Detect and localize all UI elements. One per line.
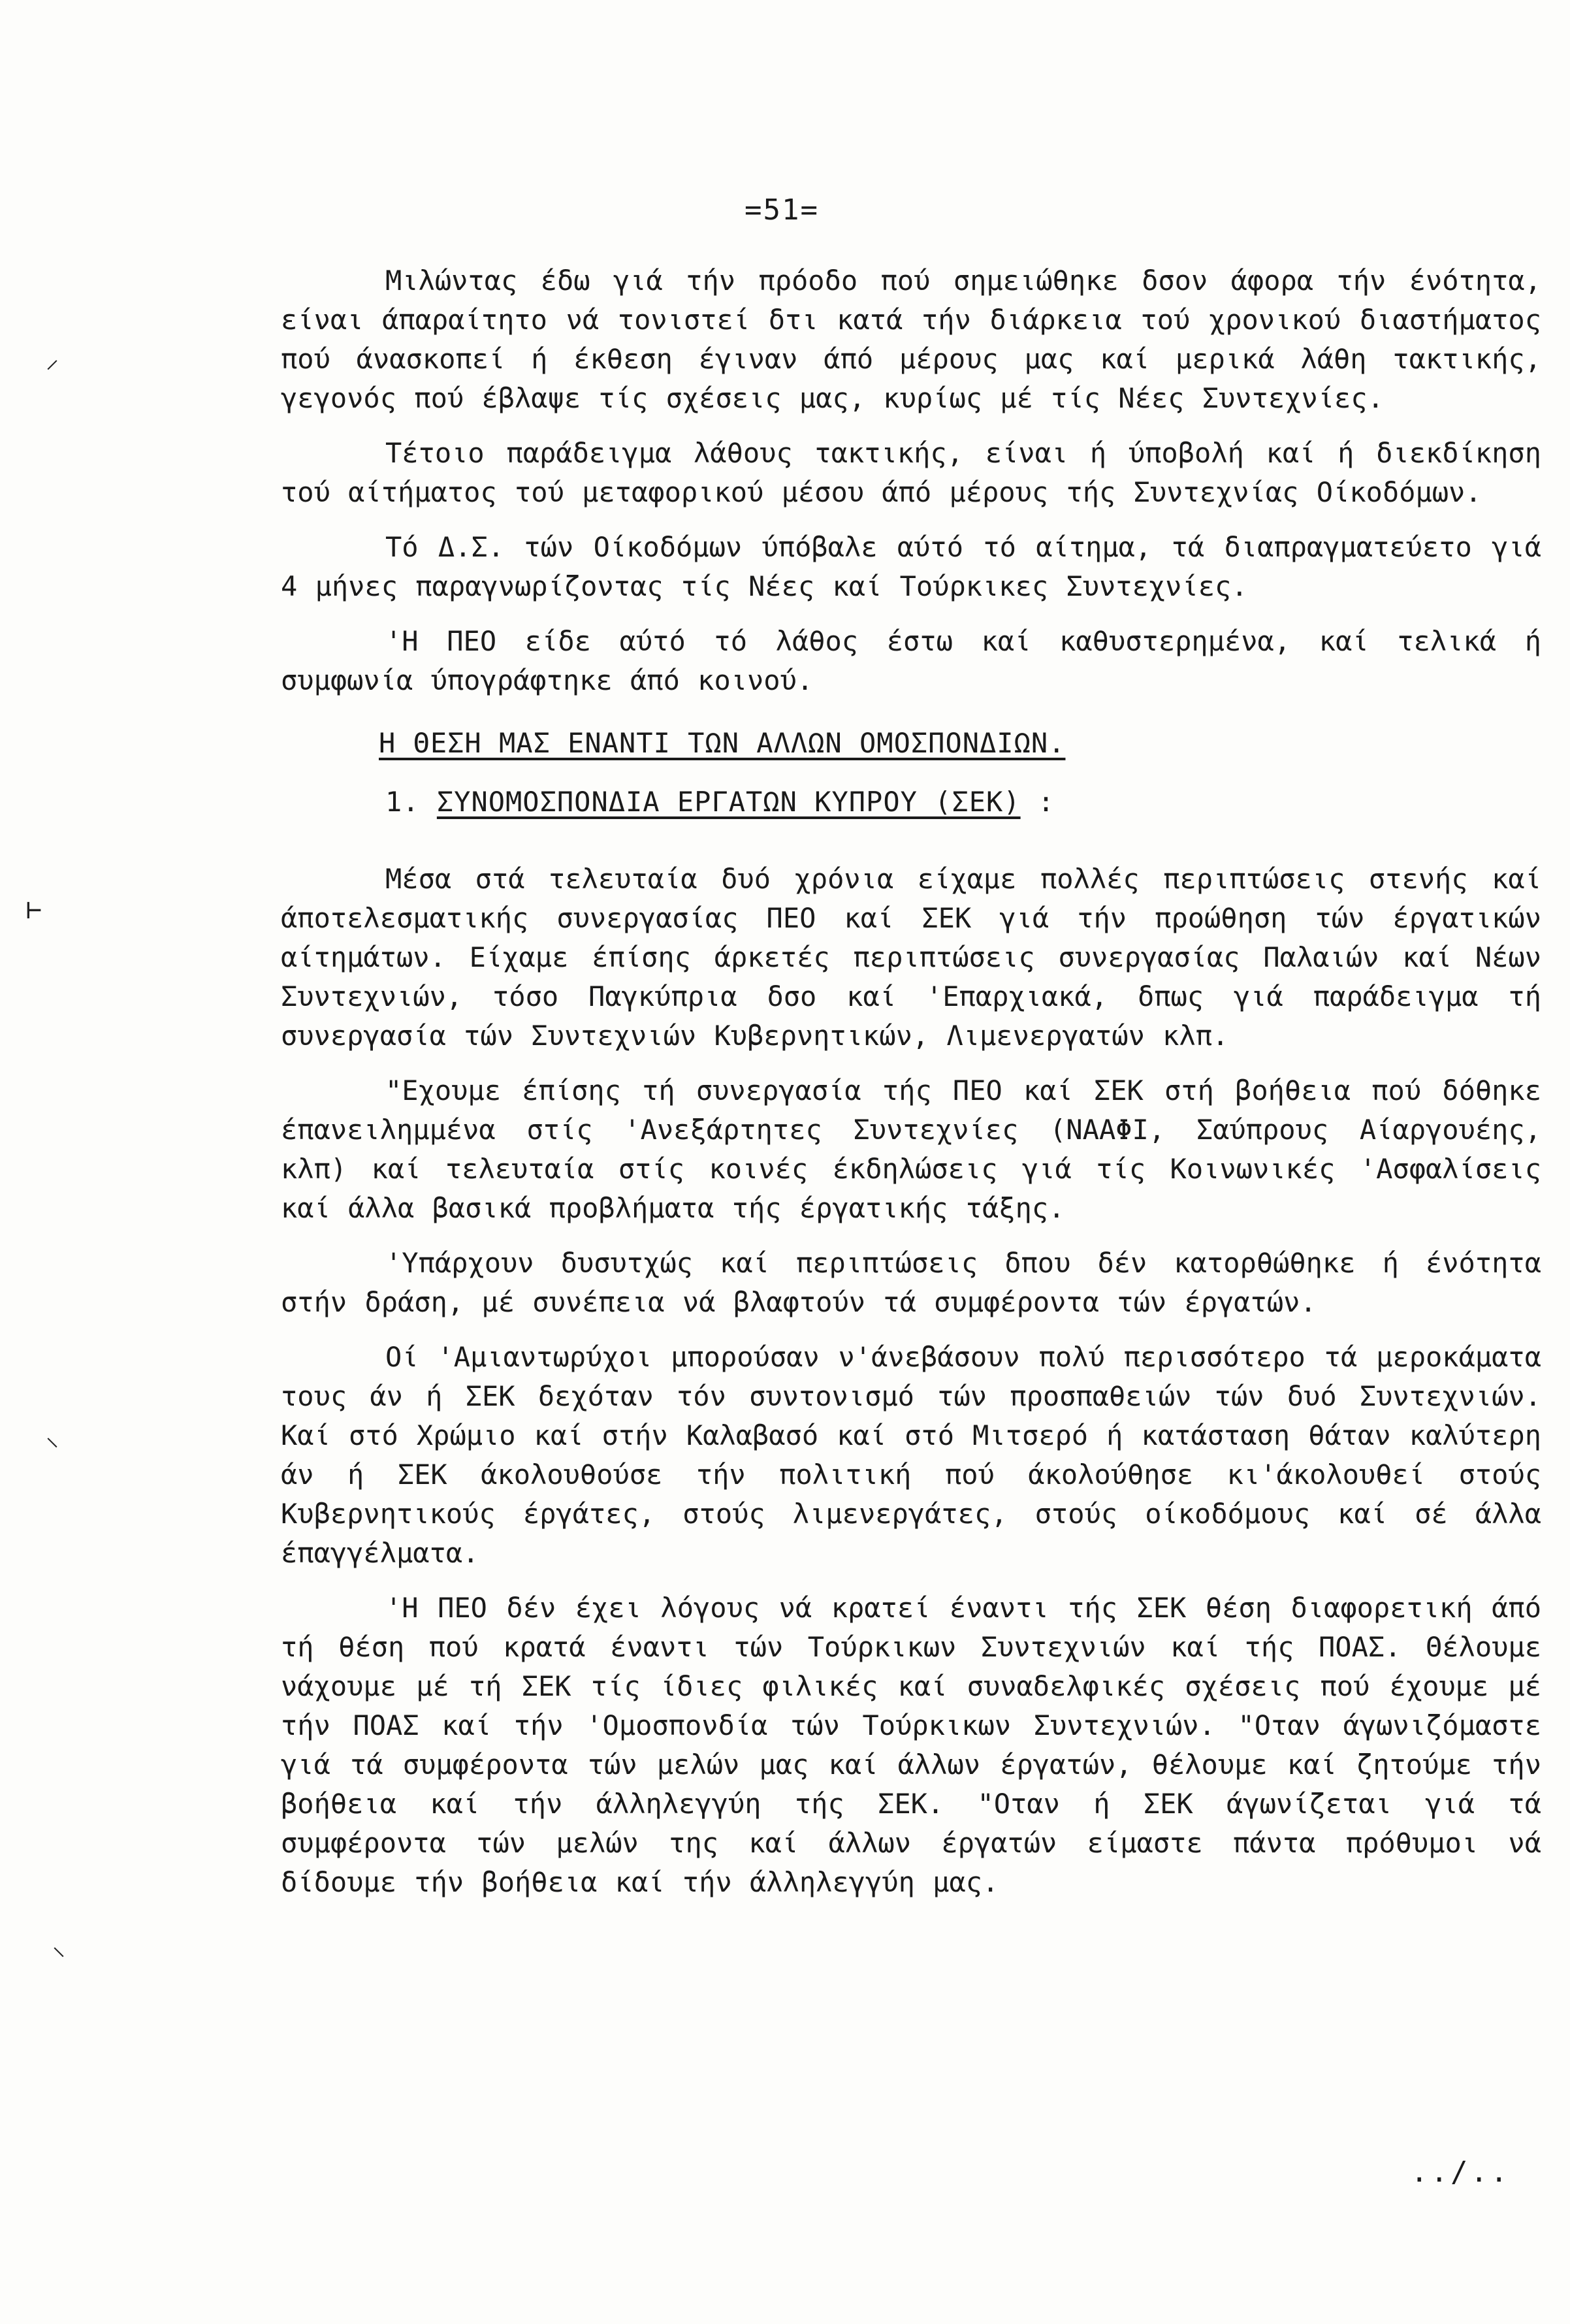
paragraph-1: Μιλώντας έδω γιά τήν πρόοδο πού σημειώθηκε δσον άφορα τήν ένότητα, είναι άπαραίτητο νά τονιστεί δτι κατά τήν διάρκεια τού χρονικού διαστήματος πού άνασκοπεί ή έκθεση έγιναν άπό μέρους μας καί μερικά λάθη τακτικής, γεγονός πού έβλαψε τίς σχέσεις μας, κυρίως μέ τίς Νέες Συντεχνίες. (281, 265, 1541, 414)
paragraph-3: Τό Δ.Σ. τών Οίκοδόμων ύπόβαλε αύτό τό αίτημα, τά διαπραγματεύετο γιά 4 μήνες παραγνωρίζοντας τίς Νέες καί Τούρκικες Συντεχνίες. (281, 531, 1541, 602)
section-heading: Η ΘΕΣΗ ΜΑΣ ΕΝΑΝΤΙ ΤΩΝ ΑΛΛΩΝ ΟΜΟΣΠΟΝΔΙΩΝ. (379, 727, 1066, 759)
subheading-suffix: : (1020, 786, 1055, 818)
paragraph-8: Οί 'Αμιαντωρύχοι μπορούσαν ν'άνεβάσουν πολύ περισσότερο τά μεροκάματα τους άν ή ΣΕΚ δεχόταν τόν συντονισμό τών προσπαθειών τών δυό Συντεχνιών. Καί στό Χρώμιο καί στήν Καλαβασό καί στό Μιτσερό ή κατάσταση θάταν καλύτερη άν ή ΣΕΚ άκολουθούσε τήν πολιτική πού άκολούθησε κι'άκολουθεί στούς Κυβερνητικούς έργάτες, στούς λιμενεργάτες, στούς οίκοδόμους καί σέ άλλα έπαγγέλματα. (281, 1341, 1541, 1569)
margin-mark: ⊢ (26, 895, 42, 925)
margin-mark: ⸜ (52, 1931, 65, 1961)
body-text (281, 261, 1541, 1918)
continuation-mark: ../.. (1411, 2155, 1511, 2189)
paragraph-4: 'Η ΠΕΟ είδε αύτό τό λάθος έστω καί καθυστερημένα, καί τελικά ή συμφωνία ύπογράφτηκε άπό κοινού. (281, 625, 1541, 696)
subheading-title: ΣΥΝΟΜΟΣΠΟΝΔΙΑ ΕΡΓΑΤΩΝ ΚΥΠΡΟΥ (ΣΕΚ) (436, 786, 1021, 818)
paragraph-2: Τέτοιο παράδειγμα λάθους τακτικής, είναι ή ύποβολή καί ή διεκδίκηση τού αίτήματος τού μεταφορικού μέσου άπό μέρους τής Συντεχνίας Οίκοδόμων. (281, 437, 1541, 508)
paragraph-6: "Εχουμε έπίσης τή συνεργασία τής ΠΕΟ καί ΣΕΚ στή βοήθεια πού δόθηκε έπανειλημμένα στίς 'Ανεξάρτητες Συντεχνίες (ΝΑΑΦΙ, Σαύπρους Αίαργουέης, κλπ) καί τελευταία στίς κοινές έκδηλώσεις γιά τίς Κοινωνικές 'Ασφαλίσεις καί άλλα βασικά προβλήματα τής έργατικής τάξης. (281, 1074, 1541, 1224)
subheading-number: 1. (385, 786, 420, 818)
margin-mark: ⸝ (46, 344, 59, 374)
paragraph-5: Μέσα στά τελευταία δυό χρόνια είχαμε πολλές περιπτώσεις στενής καί άποτελεσματικής συνεργασίας ΠΕΟ καί ΣΕΚ γιά τήν προώθηση τών έργατικών αίτημάτων. Είχαμε έπίσης άρκετές περιπτώσεις συνεργασίας Παλαιών καί Νέων Συντεχνιών, τόσο Παγκύπρια δσο καί 'Επαρχιακά, δπως γιά παράδειγμα τή συνεργασία τών Συντεχνιών Κυβερνητικών, Λιμενεργατών κλπ. (281, 863, 1541, 1052)
page-number: =51= (745, 193, 819, 227)
paragraph-7: 'Υπάρχουν δυσυτχώς καί περιπτώσεις δπου δέν κατορθώθηκε ή ένότητα στήν δράση, μέ συνέπεια νά βλαφτούν τά συμφέροντα τών έργατών. (281, 1247, 1541, 1318)
subheading (385, 783, 1541, 822)
margin-mark: ⸜ (46, 1422, 59, 1452)
paragraph-9: 'Η ΠΕΟ δέν έχει λόγους νά κρατεί έναντι τής ΣΕΚ θέση διαφορετική άπό τή θέση πού κρατά έναντι τών Τούρκικων Συντεχνιών καί τής ΠΟΑΣ. Θέλουμε νάχουμε μέ τή ΣΕΚ τίς ίδιες φιλικές καί συναδελφικές σχέσεις πού έχουμε μέ τήν ΠΟΑΣ καί τήν 'Ομοσπονδία τών Τούρκικων Συντεχνιών. "Οταν άγωνιζόμαστε γιά τά συμφέροντα τών μελών μας καί άλλων έργατών, θέλουμε καί ζητούμε τήν βοήθεια καί τήν άλληλεγγύη τής ΣΕΚ. "Οταν ή ΣΕΚ άγωνίζεται γιά τά συμφέροντα τών μελών της καί άλλων έργατών είμαστε πάντα πρόθυμοι νά δίδουμε τήν βοήθεια καί τήν άλληλεγγύη μας. (281, 1592, 1541, 1898)
